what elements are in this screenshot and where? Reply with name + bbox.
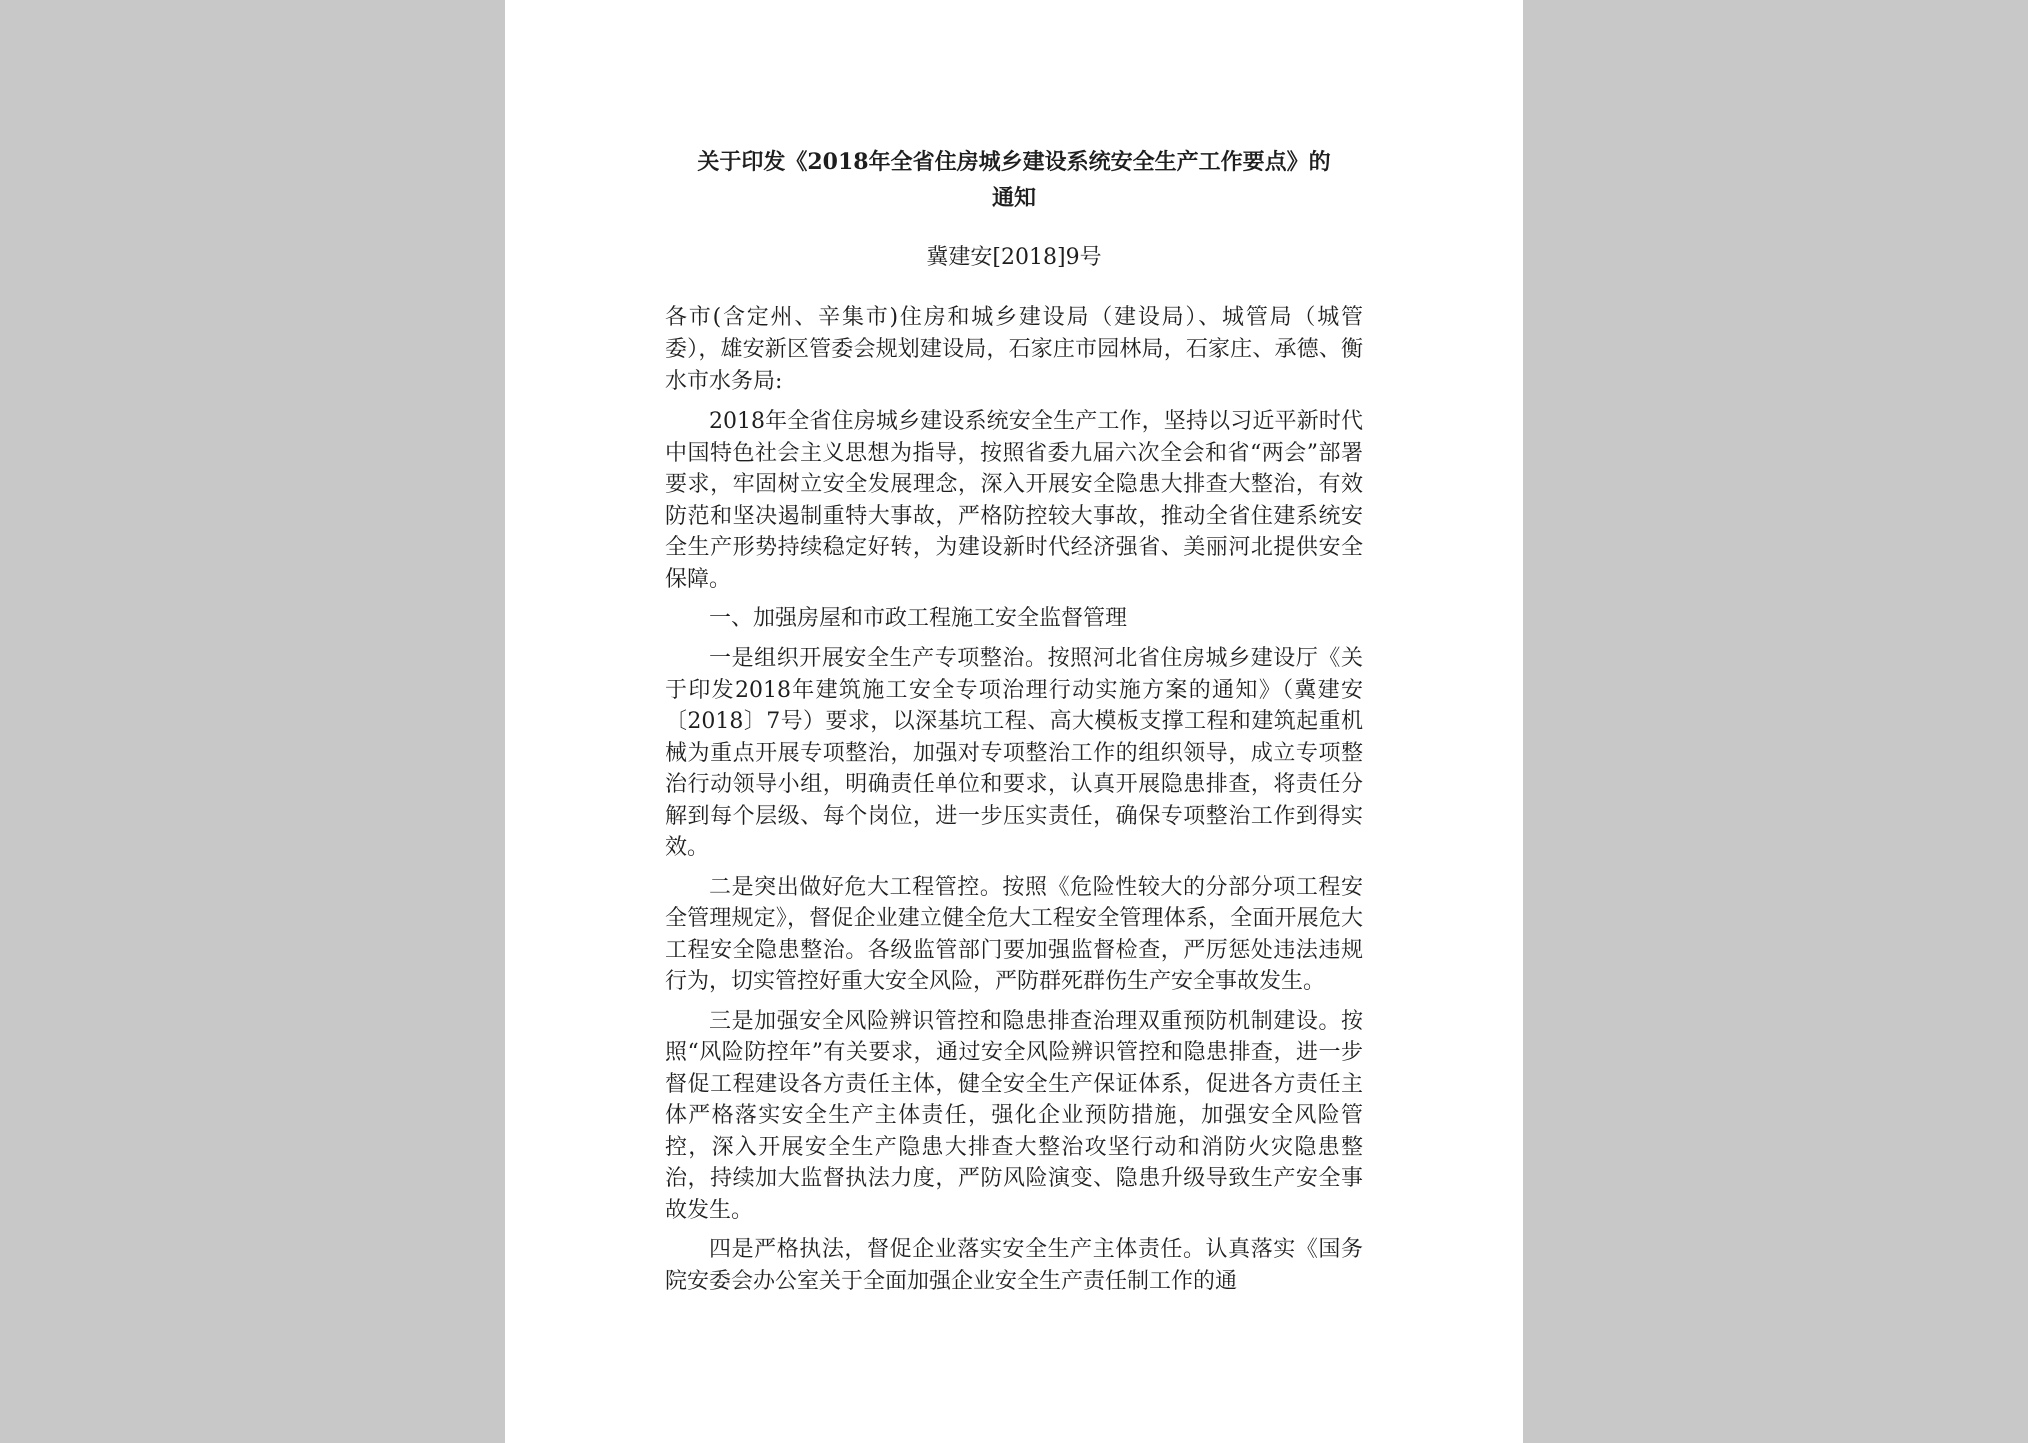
intro-paragraph: 2018年全省住房城乡建设系统安全生产工作，坚持以习近平新时代中国特色社会主义思想为指导，按照省委九届六次全会和省“两会”部署要求，牢固树立安全发展理念，深入开展安全隐患大排查大整治，有效防范和坚决遏制重特大事故，严格防控较大事故，推动全省住建系统安全生产形势持续稳定好转，为建设新时代经济强省、美丽河北提供安全保障。 [665,409,1363,592]
item-4-paragraph: 四是严格执法，督促企业落实安全生产主体责任。认真落实《国务院安委会办公室关于全面加强企业安全生产责任制工作的通 [665,1237,1363,1294]
title-line-2: 通知 [991,185,1036,211]
title-line-1: 关于印发《2018年全省住房城乡建设系统安全生产工作要点》的 [697,149,1331,175]
document-page [505,0,1523,1443]
document-title [665,144,1363,216]
section-1-heading: 一、加强房屋和市政工程施工安全监督管理 [709,606,1128,631]
addressee: 各市(含定州、辛集市)住房和城乡建设局（建设局）、城管局（城管委），雄安新区管委会规划建设局，石家庄市园林局，石家庄、承德、衡水市水务局: [665,305,1363,394]
item-1-paragraph: 一是组织开展安全生产专项整治。按照河北省住房城乡建设厅《关于印发2018年建筑施工安全专项治理行动实施方案的通知》（冀建安〔2018〕7号）要求，以深基坑工程、高大模板支撑工程和建筑起重机械为重点开展专项整治，加强对专项整治工作的组织领导，成立专项整治行动领导小组，明确责任单位和要求，认真开展隐患排查，将责任分解到每个层级、每个岗位，进一步压实责任，确保专项整治工作到得实效。 [665,646,1363,860]
item-2-paragraph: 二是突出做好危大工程管控。按照《危险性较大的分部分项工程安全管理规定》，督促企业建立健全危大工程安全管理体系，全面开展危大工程安全隐患整治。各级监管部门要加强监督检查，严厉惩处违法违规行为，切实管控好重大安全风险，严防群死群伤生产安全事故发生。 [665,874,1363,994]
item-3-paragraph: 三是加强安全风险辨识管控和隐患排查治理双重预防机制建设。按照“风险防控年”有关要求，通过安全风险辨识管控和隐患排查，进一步督促工程建设各方责任主体，健全安全生产保证体系，促进各方责任主体严格落实安全生产主体责任，强化企业预防措施，加强安全风险管控，深入开展安全生产隐患大排查大整治攻坚行动和消防火灾隐患整治，持续加大监督执法力度，严防风险演变、隐患升级导致生产安全事故发生。 [665,1008,1363,1223]
document-number: 冀建安[2018]9号 [926,245,1102,270]
